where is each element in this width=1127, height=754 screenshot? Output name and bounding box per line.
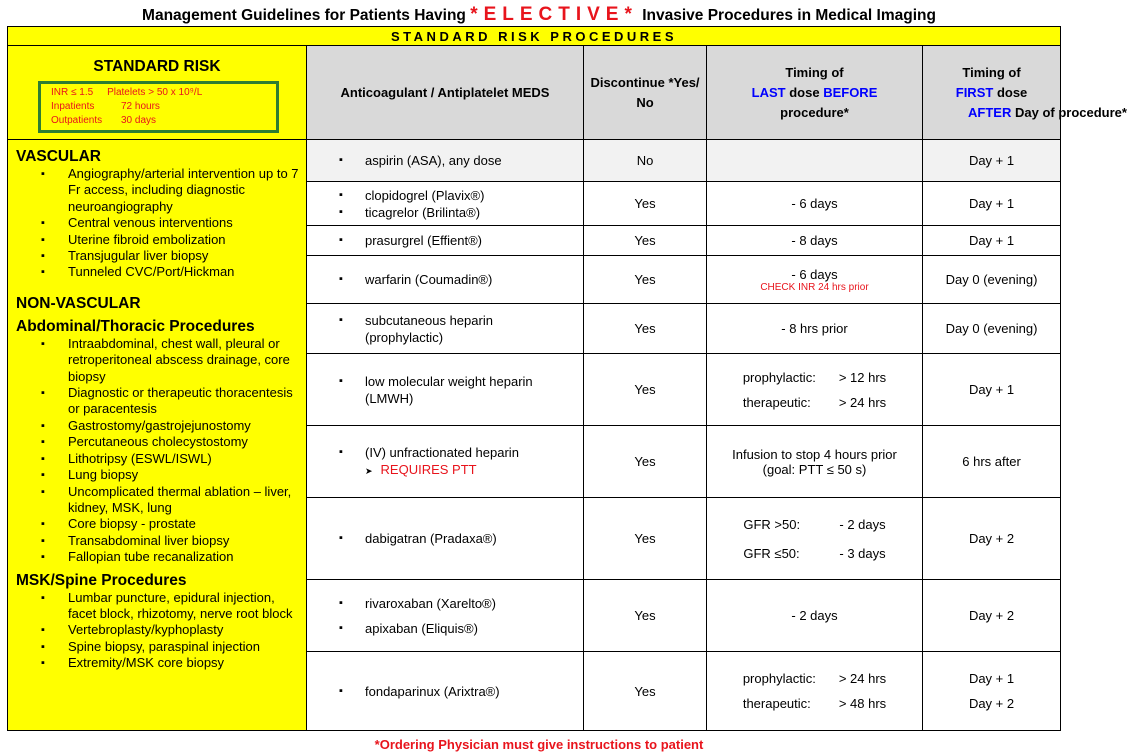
meds-header: Anticoagulant / Antiplatelet MEDS [307,46,584,140]
list-item: ▪ Intraabdominal, chest wall, pleural or retroperitoneal abscess drainage, core biopsy [68,336,302,385]
page-title [0,4,1078,26]
list-item: ▪ Extremity/MSK core biopsy [68,655,302,671]
last-heparin-iv: Infusion to stop 4 hours prior (goal: PTT ≤ 50 s) [707,426,923,498]
first-aspirin: Day + 1 [923,140,1061,182]
first-dabigatran: Day + 2 [923,498,1061,580]
last-warfarin: - 6 days CHECK INR 24 hrs prior [707,256,923,304]
platelet-threshold: Platelets > 50 x 10⁹/L [107,87,203,98]
first-clopidogrel: Day + 1 [923,182,1061,226]
list-item: ▪ Lung biopsy [68,467,302,483]
list-item: ▪ Core biopsy - prostate [68,516,302,532]
inpatients-value: 72 hours [121,101,160,112]
disc-heparin-iv: Yes [584,426,707,498]
med-clopidogrel: ▪ clopidogrel (Plavix®) ▪ ticagrelor (Brilinta®) [307,182,584,226]
last-prasurgrel: - 8 days [707,226,923,256]
procedures-list-cell [8,140,307,731]
disc-aspirin: No [584,140,707,182]
last-clopidogrel: - 6 days [707,182,923,226]
risk-criteria-box [38,81,279,133]
last-dose-header: Timing of LAST dose BEFORE procedure* [707,46,923,140]
first-heparin-sc: Day 0 (evening) [923,304,1061,354]
disc-prasurgrel: Yes [584,226,707,256]
banner: STANDARD RISK PROCEDURES [8,27,1061,46]
title-emphasis: *ELECTIVE* [470,4,638,25]
med-prasurgrel: ▪ prasurgrel (Effient®) [307,226,584,256]
nonvascular-title: NON-VASCULAR [16,294,141,312]
list-item: ▪ Diagnostic or therapeutic thoracentesis or paracentesis [68,385,302,418]
title-prefix: Management Guidelines for Patients Having [142,7,466,24]
first-prasurgrel: Day + 1 [923,226,1061,256]
vascular-list [16,166,302,281]
first-dose-header: Timing of FIRST dose AFTER Day of procedure* [923,46,1061,140]
list-item: ▪ Lithotripsy (ESWL/ISWL) [68,451,302,467]
med-heparin-sc: ▪ subcutaneous heparin (prophylactic) [307,304,584,354]
footer-note: *Ordering Physician must give instructions to patient [374,737,704,752]
outpatients-label: Outpatients [51,115,103,126]
disc-warfarin: Yes [584,256,707,304]
med-heparin-iv: ▪ (IV) unfractionated heparin ➤ REQUIRES PTT [307,426,584,498]
disc-dabigatran: Yes [584,498,707,580]
abdominal-title: Abdominal/Thoracic Procedures [16,317,255,335]
list-item: ▪ Lumbar puncture, epidural injection, facet block, rhizotomy, nerve root block [68,590,302,623]
med-dabigatran: ▪ dabigatran (Pradaxa®) [307,498,584,580]
last-aspirin [707,140,923,182]
med-warfarin: ▪ warfarin (Coumadin®) [307,256,584,304]
list-item: ▪ Spine biopsy, paraspinal injection [68,639,302,655]
list-item: ▪ Fallopian tube recanalization [68,549,302,565]
disc-clopidogrel: Yes [584,182,707,226]
list-item: ▪ Gastrostomy/gastrojejunostomy [68,418,302,434]
first-heparin-iv: 6 hrs after [923,426,1061,498]
first-warfarin: Day 0 (evening) [923,256,1061,304]
med-lmwh: ▪ low molecular weight heparin (LMWH) [307,354,584,426]
standard-risk-cell [8,46,307,140]
disc-rivaroxaban: Yes [584,580,707,652]
disc-lmwh: Yes [584,354,707,426]
list-item: ▪ Percutaneous cholecystostomy [68,434,302,450]
title-suffix: Invasive Procedures in Medical Imaging [642,7,936,24]
abdominal-list [16,336,302,566]
list-item: ▪ Transjugular liver biopsy [68,248,302,264]
last-dabigatran: GFR >50: - 2 days GFR ≤50: - 3 days [707,498,923,580]
msk-list [16,590,302,672]
disc-heparin-sc: Yes [584,304,707,354]
med-fondaparinux: ▪ fondaparinux (Arixtra®) [307,652,584,731]
last-fondaparinux: prophylactic: > 24 hrs therapeutic: > 48 hrs [707,652,923,731]
disc-fondaparinux: Yes [584,652,707,731]
last-heparin-sc: - 8 hrs prior [707,304,923,354]
list-item: ▪ Uncomplicated thermal ablation – liver, kidney, MSK, lung [68,484,302,517]
first-rivaroxaban: Day + 2 [923,580,1061,652]
list-item: ▪ Uterine fibroid embolization [68,232,302,248]
msk-title: MSK/Spine Procedures [16,571,187,589]
first-lmwh: Day + 1 [923,354,1061,426]
inpatients-label: Inpatients [51,101,95,112]
list-item: ▪ Central venous interventions [68,215,302,231]
outpatients-value: 30 days [121,115,157,126]
guidelines-table [7,26,1127,731]
list-item: ▪ Vertebroplasty/kyphoplasty [68,622,302,638]
list-item: ▪ Transabdominal liver biopsy [68,533,302,549]
first-fondaparinux: Day + 1 Day + 2 [923,652,1061,731]
med-rivaroxaban: ▪ rivaroxaban (Xarelto®) ▪ apixaban (Eliquis®) [307,580,584,652]
list-item: ▪ Tunneled CVC/Port/Hickman [68,264,302,280]
inr-threshold: INR ≤ 1.5 [51,87,94,98]
standard-risk-title: STANDARD RISK [93,58,221,75]
last-lmwh: prophylactic: > 12 hrs therapeutic: > 24 hrs [707,354,923,426]
last-rivaroxaban: - 2 days [707,580,923,652]
discontinue-header: Discontinue *Yes/ No [584,46,707,140]
list-item: ▪ Angiography/arterial intervention up to 7 Fr access, including diagnostic neuroangiography [68,166,302,215]
vascular-title: VASCULAR [16,148,101,165]
med-aspirin: ▪ aspirin (ASA), any dose [307,140,584,182]
